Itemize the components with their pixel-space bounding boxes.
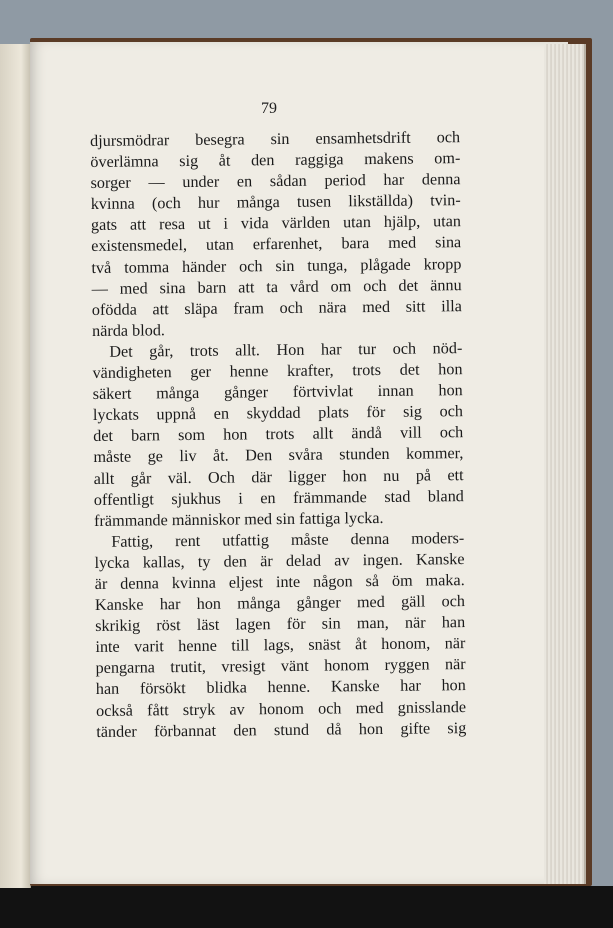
text-line: skrikig röst läst lagen för sin man, när han: [95, 613, 466, 636]
page-number: 79: [261, 100, 277, 117]
text-line: — med sina barn att ta vård om och det ännu: [91, 275, 462, 298]
text-line: pengarna trutit, vresigt vänt honom ryggen när: [95, 655, 466, 678]
text-line: närda blod.: [91, 321, 166, 340]
body-text: [90, 127, 466, 743]
text-line: Kanske har hon många gånger med gäll och: [94, 592, 466, 615]
text-line: han försökt blidka henne. Kanske har hon: [95, 676, 466, 699]
text-line: det barn som hon trots allt ändå vill och: [93, 423, 464, 446]
text-line: existensmedel, utan erfarenhet, bara med sina: [91, 233, 462, 256]
text-line: offentligt sjukhus i en främmande stad bland: [93, 486, 464, 509]
text-line: vändigheten ger henne krafter, trots det hon: [92, 360, 463, 383]
text-line: inte varit henne till lags, snäst åt honom, när: [95, 634, 466, 657]
text-line: måste ge liv åt. Den svåra stunden kommer,: [93, 444, 464, 467]
text-line: sorger — under en sådan period har denna: [90, 170, 461, 193]
background: [0, 886, 613, 928]
text-line: ofödda att släpa fram och nära med sitt illa: [91, 296, 462, 319]
text-line: överlämna sig åt den raggiga makens om-: [90, 149, 461, 172]
left-page-edge: [0, 44, 31, 888]
text-line: två tomma händer och sin tunga, plågade kropp: [91, 254, 462, 277]
text-line: främmande människor med sin fattiga lycka.: [93, 508, 384, 530]
text-line: gats att resa ut i vida världen utan hjälp, utan: [90, 212, 462, 235]
text-line: är denna kvinna eljest inte någon så öm maka.: [94, 571, 465, 593]
text-line: djursmödrar besegra sin ensamhetsdrift och: [90, 128, 461, 150]
text-line: allt går väl. Och där ligger hon nu på ett: [93, 465, 464, 488]
text-line: lycka kallas, ty den är delad av ingen. Kanske: [94, 549, 465, 572]
page-stack-edges: [544, 44, 586, 884]
text-line: kvinna (och hur många tusen likställda) tvin-: [90, 191, 461, 214]
text-line: lyckats uppnå en skyddad plats för sig och: [92, 402, 464, 425]
text-line: också fått stryk av honom och med gnisslande: [95, 697, 467, 720]
text-line: tänder förbannat den stund då hon gifte sig: [96, 718, 467, 741]
text-line: Det går, trots allt. Hon har tur och nöd-: [109, 339, 463, 361]
text-line: Fattig, rent utfattig måste denna moders-: [111, 528, 465, 551]
text-line: säkert många gånger förtvivlat innan hon: [92, 381, 463, 404]
